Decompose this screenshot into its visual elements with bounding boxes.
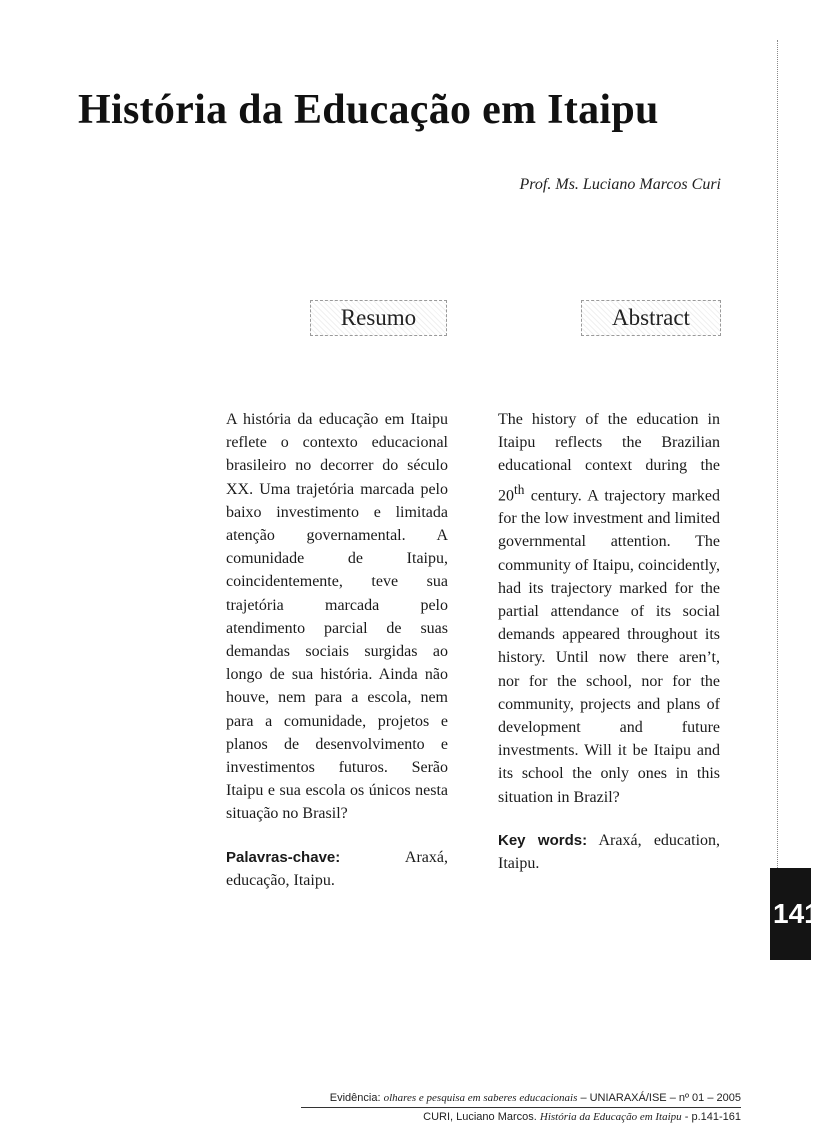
resumo-keywords-text: Araxá, educação, Itaipu.	[226, 848, 448, 889]
author-byline: Prof. Ms. Luciano Marcos Curi	[519, 176, 721, 193]
footer-citation-pages: - p.141-161	[684, 1111, 741, 1123]
footer-journal-subtitle: olhares e pesquisa em saberes educacionais	[383, 1092, 578, 1104]
abstract-body	[498, 408, 720, 809]
abstract-keywords	[498, 829, 720, 875]
footer-citation-author: CURI, Luciano Marcos.	[423, 1111, 537, 1123]
article-title: História da Educação em Itaipu	[78, 87, 659, 133]
footer-journal-line	[301, 1092, 741, 1108]
resumo-column	[226, 408, 448, 892]
resumo-heading-label: Resumo	[340, 305, 417, 330]
abstract-body-part2: century. A trajectory marked for the low investment and limited governmental attention. The community of Itaipu, coincidently, had its trajectory marked for the partial attendance of its social demands appeared throughout its history. Until now there aren’t, nor for the school, nor for the community, projects and plans of development and future investments. Will it be Itaipu and its school the only ones in this situation in Brazil?	[498, 486, 720, 806]
abstract-column	[498, 408, 720, 875]
abstract-keywords-label: Key words:	[498, 831, 588, 849]
footer	[301, 1092, 741, 1123]
resumo-body: A história da educação em Itaipu reflete o contexto educacional brasileiro no decorrer do século XX. Uma trajetória marcada pelo baixo investimento e limitada atenção governamental. A comunidade de Itaipu, coincidentemente, teve sua trajetória marcada pelo atendimento parcial de suas demandas sociais surgidas ao longo de sua história. Ainda não houve, nem para a escola, nem para a comunidade, projetos e planos de desenvolvimento e investimentos futuros. Serão Itaipu e sua escola os únicos nesta situação no Brasil?	[226, 411, 448, 823]
abstract-heading-label: Abstract	[612, 305, 690, 330]
resumo-heading	[310, 300, 447, 336]
abstract-heading	[581, 300, 721, 336]
resumo-keywords-label: Palavras-chave:	[226, 848, 341, 866]
resumo-keywords	[226, 846, 448, 892]
footer-citation-title: História da Educação em Itaipu	[539, 1111, 682, 1123]
abstract-keywords-text: Araxá, education, Itaipu.	[498, 831, 721, 872]
page-number: 141	[773, 898, 820, 929]
footer-citation-line	[301, 1108, 741, 1123]
footer-journal-name: Evidência:	[329, 1092, 381, 1104]
abstract-body-part1: The history of the education in Itaipu reflects the Brazilian educational context during the 20	[498, 411, 720, 504]
footer-journal-issue: – UNIARAXÁ/ISE – nº 01 – 2005	[580, 1092, 741, 1104]
page-number-tab	[770, 868, 820, 960]
abstract-body-superscript: th	[514, 481, 525, 497]
margin-rule	[777, 40, 778, 880]
